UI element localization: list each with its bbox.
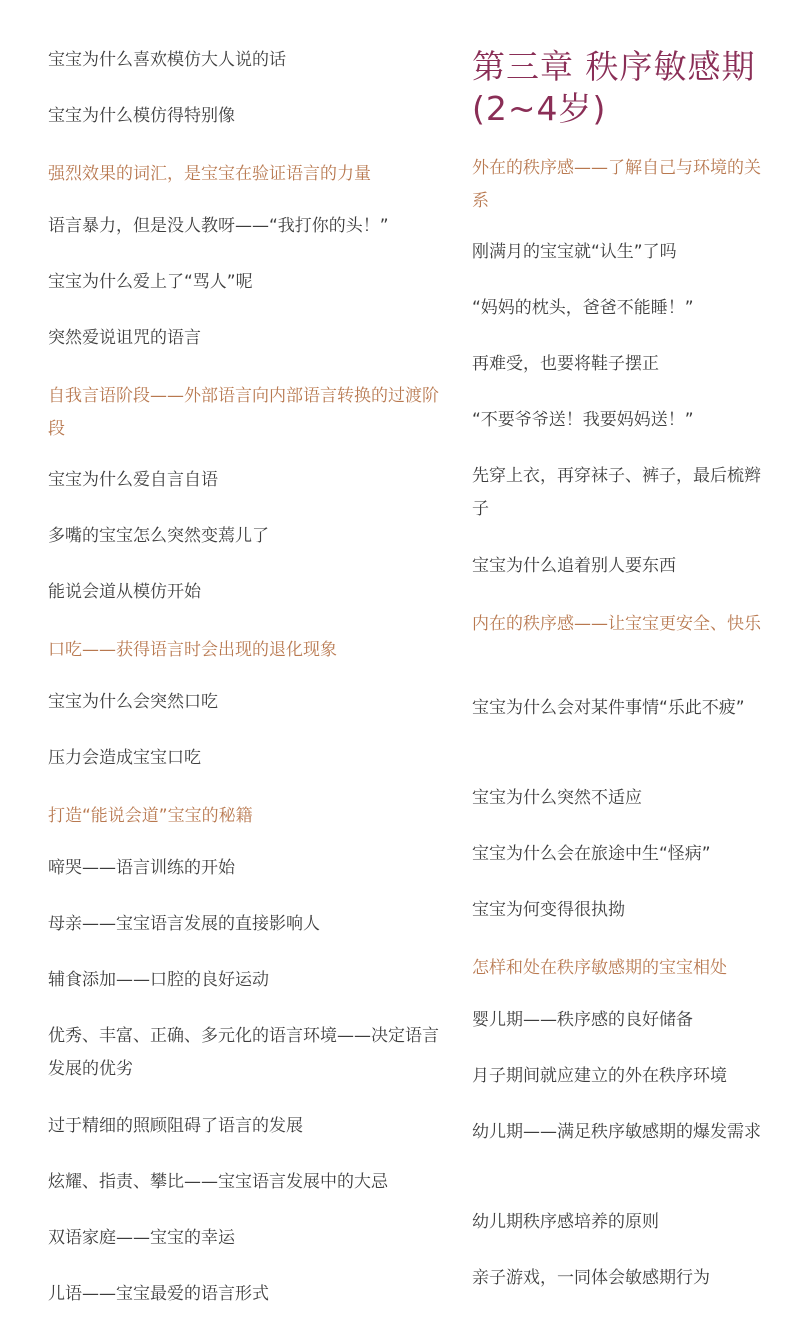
toc-item: 宝宝为什么会对某件事情“乐此不疲”: [472, 698, 745, 718]
toc-item: 月子期间就应建立的外在秩序环境: [472, 1066, 727, 1086]
chapter-title: 第三章 秩序敏感期(2~4岁): [472, 47, 756, 128]
toc-item: 过于精细的照顾阻碍了语言的发展: [48, 1116, 303, 1136]
toc-item: 双语家庭——宝宝的幸运: [48, 1228, 235, 1248]
toc-item: 辅食添加——口腔的良好运动: [48, 970, 269, 990]
toc-item: 亲子游戏，一同体会敏感期行为: [472, 1268, 710, 1288]
toc-item: 宝宝为什么模仿得特别像: [48, 106, 235, 126]
toc-section-heading: 内在的秩序感——让宝宝更安全、快乐: [472, 614, 761, 634]
toc-item: 母亲——宝宝语言发展的直接影响人: [48, 914, 320, 934]
toc-item: 宝宝为什么爱上了“骂人”呢: [48, 272, 253, 292]
toc-item: “不要爷爷送！我要妈妈送！”: [472, 410, 694, 430]
toc-section-heading: 怎样和处在秩序敏感期的宝宝相处: [472, 958, 727, 978]
toc-section-heading: 外在的秩序感——了解自己与环境的关系: [472, 158, 761, 211]
toc-item: 语言暴力，但是没人教呀——“我打你的头！”: [48, 216, 389, 236]
toc-section-heading: 强烈效果的词汇，是宝宝在验证语言的力量: [48, 164, 371, 184]
toc-item: 再难受，也要将鞋子摆正: [472, 354, 659, 374]
toc-section-heading: 打造“能说会道”宝宝的秘籍: [48, 806, 253, 826]
toc-item: 优秀、丰富、正确、多元化的语言环境——决定语言发展的优劣: [48, 1026, 439, 1079]
toc-item: “妈妈的枕头，爸爸不能睡！”: [472, 298, 694, 318]
toc-item: 炫耀、指责、攀比——宝宝语言发展中的大忌: [48, 1172, 388, 1192]
toc-item: 宝宝为什么会在旅途中生“怪病”: [472, 844, 711, 864]
toc-item: 宝宝为什么追着别人要东西: [472, 556, 676, 576]
toc-item: 婴儿期——秩序感的良好储备: [472, 1010, 693, 1030]
toc-item: 先穿上衣，再穿袜子、裤子，最后梳辫子: [472, 466, 761, 519]
toc-item: 宝宝为何变得很执拗: [472, 900, 625, 920]
toc-item: 幼儿期秩序感培养的原则: [472, 1212, 659, 1232]
toc-item: 能说会道从模仿开始: [48, 582, 201, 602]
toc-item: 刚满月的宝宝就“认生”了吗: [472, 242, 677, 262]
toc-item: 压力会造成宝宝口吃: [48, 748, 201, 768]
toc-section-heading: 口吃——获得语言时会出现的退化现象: [48, 640, 337, 660]
toc-item: 幼儿期——满足秩序敏感期的爆发需求: [472, 1122, 761, 1142]
toc-item: 儿语——宝宝最爱的语言形式: [48, 1284, 269, 1304]
toc-section-heading: 自我言语阶段——外部语言向内部语言转换的过渡阶段: [48, 386, 439, 439]
toc-item: 多嘴的宝宝怎么突然变蔫儿了: [48, 526, 269, 546]
toc-item: 宝宝为什么会突然口吃: [48, 692, 218, 712]
toc-item: 突然爱说诅咒的语言: [48, 328, 201, 348]
toc-item: 啼哭——语言训练的开始: [48, 858, 235, 878]
toc-item: 宝宝为什么喜欢模仿大人说的话: [48, 50, 286, 70]
toc-item: 宝宝为什么爱自言自语: [48, 470, 218, 490]
toc-item: 宝宝为什么突然不适应: [472, 788, 642, 808]
